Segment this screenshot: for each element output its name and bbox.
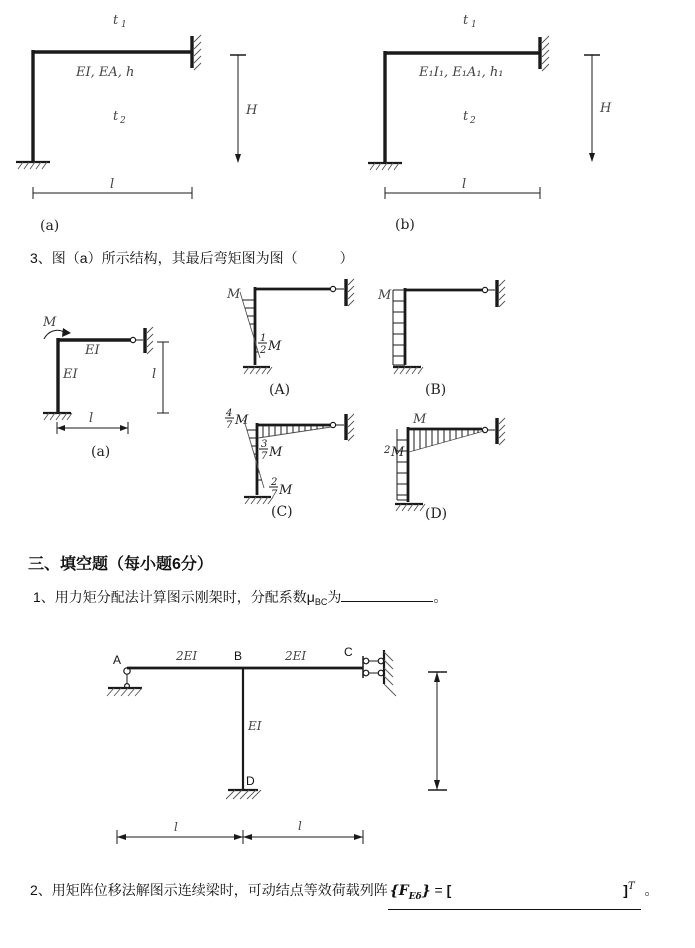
figure-caption: (a)	[40, 218, 60, 234]
member-properties-label: E₁I₁, E₁A₁, h₁	[419, 65, 504, 80]
fill-frame-figure	[75, 638, 485, 873]
t1-label: t	[113, 13, 119, 28]
node-a-label: A	[113, 653, 122, 667]
column-moment-diagram	[240, 292, 260, 358]
roller-wall-support-icon	[482, 418, 505, 445]
q1-period: 。	[433, 589, 448, 605]
roller-wall-support-icon	[482, 280, 505, 307]
t2-label: t	[463, 109, 469, 124]
double-link-roller-support-icon	[363, 650, 396, 696]
option-caption: (B)	[425, 382, 447, 398]
frame-b-figure	[347, 0, 695, 240]
height-label: H	[600, 101, 612, 116]
fixed-wall-support-icon	[540, 36, 549, 71]
t1-subscript: 1	[471, 20, 477, 30]
t2-label: t	[113, 109, 119, 124]
bc-stiffness-label: 2EI	[285, 649, 307, 663]
bottom-dim-label: l	[89, 411, 94, 426]
four-sevenths-M-label	[225, 408, 249, 431]
frame-a-figure	[0, 0, 340, 240]
pin-support-icon	[107, 668, 142, 696]
half-M-fraction-label	[258, 333, 282, 356]
bottom-span-dimensions	[117, 830, 363, 844]
svg-text:M: M	[269, 445, 283, 460]
roller-wall-support-icon	[130, 327, 153, 354]
q1-lead-text: 1、用力矩分配法计算图示刚架时，分配系数μ	[33, 589, 315, 605]
q3-option-B-figure	[363, 276, 513, 403]
t2-subscript: 2	[120, 116, 126, 126]
fixed-base-support-icon	[244, 497, 273, 504]
svg-text:7: 7	[271, 489, 278, 500]
fill-question-1-text	[33, 587, 447, 607]
column-moment-diagram	[393, 290, 405, 365]
figure-caption: (b)	[395, 217, 415, 233]
height-dimension	[230, 55, 246, 163]
two-sevenths-M-label	[269, 477, 293, 500]
beam-ei-label: EI	[85, 343, 100, 358]
height-dimension-arrow	[428, 672, 447, 790]
beam-moment-diagram	[409, 429, 484, 452]
svg-text:M: M	[391, 445, 405, 460]
height-label: H	[246, 103, 258, 118]
member-properties-label: EI, EA, h	[76, 65, 135, 80]
fill-question-2-text	[30, 880, 659, 910]
three-sevenths-M-label	[259, 439, 283, 462]
q2-bracket-open: [	[446, 882, 452, 898]
q1-after-text: 为	[327, 589, 342, 605]
t2-subscript: 2	[470, 116, 476, 126]
node-c-label: C	[344, 645, 353, 659]
moment-value-label: M	[227, 287, 241, 302]
fixed-base-support-icon	[368, 163, 402, 170]
fixed-base-support-icon	[395, 504, 425, 511]
q3-figure-a	[15, 298, 200, 470]
svg-text:2: 2	[384, 445, 391, 456]
svg-text:7: 7	[226, 420, 233, 431]
svg-text:2: 2	[260, 345, 267, 356]
q1-answer-blank	[341, 587, 433, 602]
q1-mu-subscript: BC	[314, 597, 328, 607]
fixed-base-support-icon	[16, 162, 50, 169]
question-3-text: 3、图（a）所示结构，其最后弯矩图为图（ ）	[30, 250, 354, 266]
option-caption: (D)	[425, 506, 448, 522]
roller-wall-support-icon	[330, 279, 354, 306]
q2-formula	[388, 881, 641, 910]
svg-text:2: 2	[271, 477, 278, 488]
option-caption: (C)	[271, 504, 293, 520]
beam-moment-diagram	[258, 425, 331, 438]
q2-vector-close: }	[421, 883, 431, 899]
two-M-label	[383, 445, 405, 460]
t1-subscript: 1	[121, 20, 127, 30]
q2-bracket-close: ]	[623, 882, 628, 898]
fixed-base-support-icon	[226, 790, 261, 799]
q2-period: 。	[644, 882, 659, 898]
svg-text:1: 1	[260, 333, 267, 344]
option-caption: (A)	[269, 382, 291, 398]
svg-text:7: 7	[261, 451, 268, 462]
svg-text:M: M	[279, 483, 293, 498]
span-label: l	[110, 177, 115, 192]
right-dimension	[157, 342, 169, 413]
fixed-base-support-icon	[43, 413, 72, 420]
q2-vector-subscript: Eδ	[408, 892, 422, 902]
q2-vector-open: {F	[389, 883, 409, 899]
svg-text:3: 3	[261, 439, 268, 450]
column-ei-label: EI	[63, 367, 78, 382]
moment-load-label: M	[43, 315, 57, 330]
fixed-wall-support-icon	[192, 35, 201, 70]
q2-lead-text: 2、用矩阵位移法解图示连续梁时，可动结点等效荷载列阵	[30, 882, 388, 898]
node-d-label: D	[246, 774, 255, 788]
svg-text:4: 4	[226, 408, 233, 419]
fixed-base-support-icon	[393, 367, 423, 374]
right-dim-label: l	[152, 367, 157, 382]
q2-equals: =	[434, 882, 443, 898]
span-left-label: l	[174, 820, 178, 834]
moment-value-label: M	[413, 412, 427, 427]
height-dimension	[584, 55, 600, 162]
ab-stiffness-label: 2EI	[176, 649, 198, 663]
section-3-heading: 三、填空题（每小题6分）	[28, 556, 213, 573]
roller-wall-support-icon	[330, 414, 354, 441]
moment-value-label: M	[378, 288, 392, 303]
node-b-label: B	[234, 649, 243, 663]
span-right-label: l	[298, 819, 302, 833]
bd-stiffness-label: EI	[248, 719, 262, 733]
svg-text:M: M	[235, 413, 249, 428]
span-label: l	[462, 177, 467, 192]
figure-caption: (a)	[91, 444, 111, 460]
fixed-base-support-icon	[243, 367, 272, 374]
svg-text:M: M	[268, 339, 282, 354]
q3-option-D-figure	[363, 398, 525, 525]
q3-option-A-figure	[213, 276, 363, 403]
q3-option-C-figure	[213, 398, 363, 525]
column-moment-diagram	[397, 429, 408, 500]
t1-label: t	[463, 13, 469, 28]
q2-transpose-superscript: T	[627, 881, 635, 892]
